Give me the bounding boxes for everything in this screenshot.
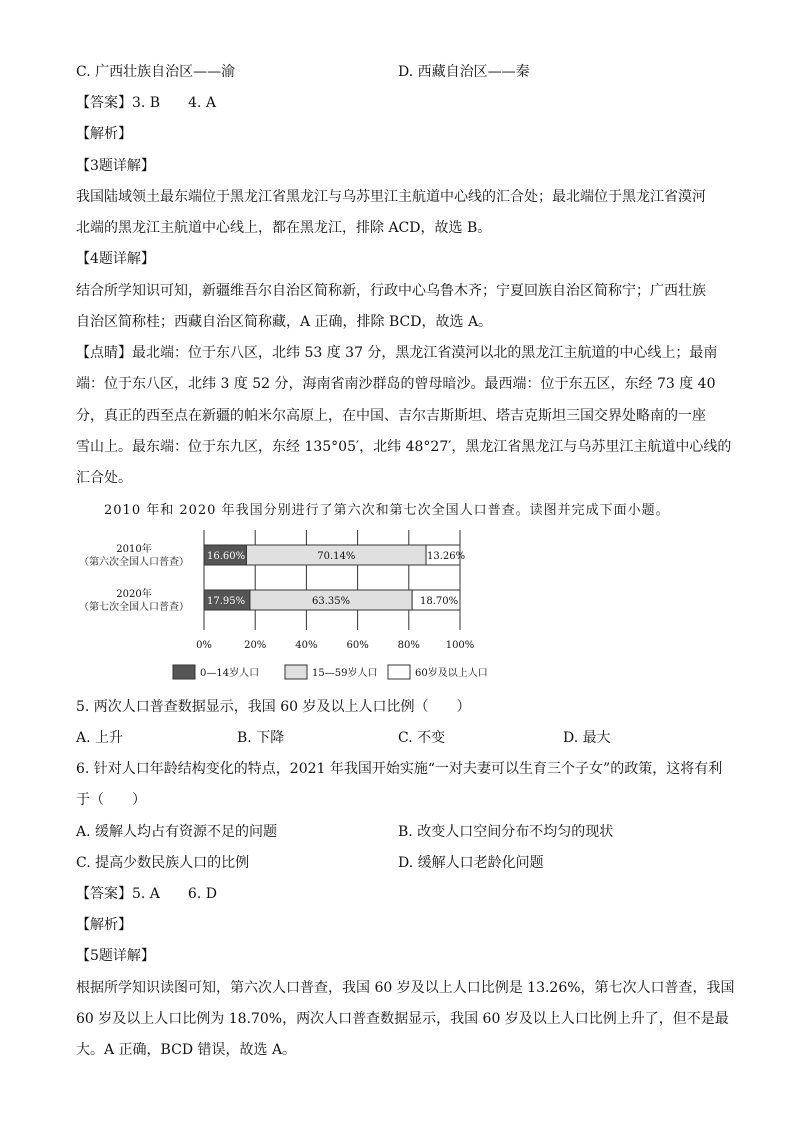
q5-detail-line-3: 大。A 正确，BCD 错误，故选 A。 — [76, 1042, 297, 1058]
bar-data-label: 17.95% — [207, 596, 246, 607]
tip-line-3: 分，真正的西至点在新疆的帕米尔高原上，在中国、吉尔吉斯斯坦、塔吉克斯坦三国交界处略南的一座 — [76, 408, 706, 424]
bar-data-label: 13.26% — [426, 551, 466, 562]
q4-heading: 【4题详解】 — [76, 251, 155, 267]
answer-label: 【答案】 — [76, 95, 132, 111]
q5-stem: 5. 两次人口普查数据显示，我国 60 岁及以上人口比例（ ） — [76, 699, 471, 715]
q5-option-b: B. 下降 — [237, 730, 285, 746]
answer-line — [76, 93, 216, 113]
q5-detail-line-2: 60 岁及以上人口比例为 18.70%，两次人口普查数据显示，我国 60 岁及以上人口比例上升了，但不是最 — [76, 1011, 729, 1027]
chart-legend — [173, 665, 488, 679]
answer-text: 3. B 4. A — [132, 95, 217, 111]
bar-data-label: 70.14% — [317, 551, 356, 562]
x-tick-label: 0% — [196, 640, 212, 651]
analysis-heading-2: 【解析】 — [76, 917, 132, 933]
legend-swatch — [285, 665, 307, 679]
chart-caption: 2010 年和 2020 年我国分别进行了第六次和第七次全国人口普查。读图并完成下面小题。 — [104, 503, 670, 518]
legend-label: 60岁及以上人口 — [415, 668, 488, 679]
x-tick-label: 80% — [397, 640, 420, 651]
category-desc-label: （第六次全国人口普查） — [79, 557, 189, 568]
q6-stem-2: 于（ ） — [76, 792, 146, 808]
category-desc-label: （第七次全国人口普查） — [79, 602, 189, 613]
tip-line-2: 端：位于东八区，北纬 3 度 52 分，海南省南沙群岛的曾母暗沙。最西端：位于东五区，东经 73 度 40 — [76, 376, 716, 392]
q3-line-2: 北端的黑龙江主航道中心线上，都在黑龙江，排除 ACD，故选 B。 — [76, 220, 492, 236]
q5-detail-line-1: 根据所学知识读图可知，第六次人口普查，我国 60 岁及以上人口比例是 13.26%，第七次人口普查，我国 — [76, 980, 735, 996]
q5-detail-heading: 【5题详解】 — [76, 948, 155, 964]
legend-swatch — [388, 665, 410, 679]
option-d: D. 西藏自治区——秦 — [398, 64, 530, 80]
legend-label: 15—59岁人口 — [312, 668, 378, 679]
chart-category-labels — [79, 542, 189, 613]
q4-line-1: 结合所学知识可知，新疆维吾尔自治区简称新，行政中心乌鲁木齐；宁夏回族自治区简称宁；广西壮族 — [76, 283, 706, 299]
bar-data-label: 18.70% — [419, 596, 459, 607]
category-year-label: 2010年 — [116, 544, 152, 555]
tip-text-1: 最北端：位于东八区，北纬 53 度 37 分，黑龙江省漠河以北的黑龙江主航道的中心线上；最南 — [132, 345, 718, 361]
q5-option-a: A. 上升 — [76, 730, 124, 746]
tip-label: 【点睛】 — [76, 345, 132, 361]
answer-text-2: 5. A 6. D — [132, 886, 217, 902]
q3-heading: 【3题详解】 — [76, 158, 155, 174]
q6-option-b: B. 改变人口空间分布不均匀的现状 — [398, 824, 614, 840]
q6-option-c: C. 提高少数民族人口的比例 — [76, 855, 250, 871]
q4-line-2: 自治区简称桂；西藏自治区简称藏，A 正确，排除 BCD，故选 A。 — [76, 314, 493, 330]
chart-x-ticks — [196, 640, 474, 651]
bar-data-label: 16.60% — [207, 551, 246, 562]
population-chart — [70, 525, 510, 685]
category-year-label: 2020年 — [116, 589, 152, 600]
option-c: C. 广西壮族自治区——渝 — [76, 64, 236, 80]
q6-option-d: D. 缓解人口老龄化问题 — [398, 855, 544, 871]
x-tick-label: 40% — [295, 640, 318, 651]
tip-line-4: 雪山上。最东端：位于东九区，东经 135°05′，北纬 48°27′，黑龙江省黑龙江与乌苏里江主航道中心线的 — [76, 439, 732, 455]
analysis-heading: 【解析】 — [76, 126, 132, 142]
x-tick-label: 100% — [445, 640, 475, 651]
tip-line-1 — [76, 343, 717, 363]
q5-option-d: D. 最大 — [563, 730, 611, 746]
x-tick-label: 60% — [346, 640, 369, 651]
answer-label-2: 【答案】 — [76, 886, 132, 902]
legend-label: 0—14岁人口 — [200, 668, 260, 679]
q5-option-c: C. 不变 — [398, 730, 446, 746]
q6-option-a: A. 缓解人均占有资源不足的问题 — [76, 824, 278, 840]
tip-line-5: 汇合处。 — [76, 470, 132, 486]
bar-data-label: 63.35% — [311, 596, 351, 607]
legend-swatch — [173, 665, 195, 679]
q3-line-1: 我国陆域领土最东端位于黑龙江省黑龙江与乌苏里江主航道中心线的汇合处；最北端位于黑龙江省漠河 — [76, 189, 706, 205]
x-tick-label: 20% — [244, 640, 267, 651]
answer-line-2 — [76, 884, 217, 904]
chart-bars — [204, 545, 465, 610]
q6-stem-1: 6. 针对人口年龄结构变化的特点，2021 年我国开始实施“一对夫妻可以生育三个子女”的政策，这将有利 — [76, 761, 723, 777]
